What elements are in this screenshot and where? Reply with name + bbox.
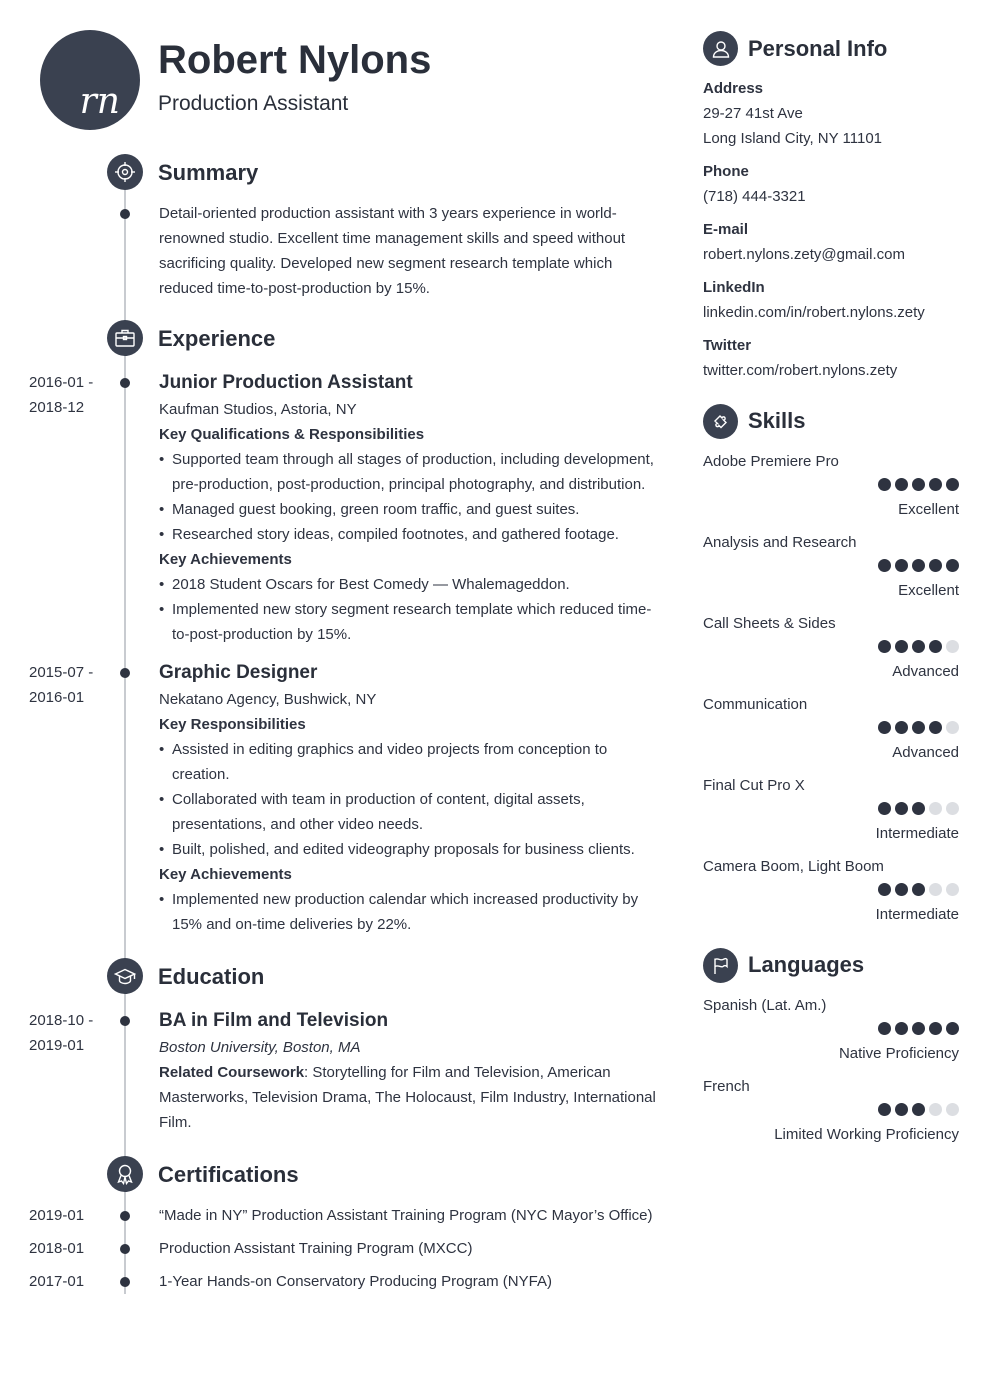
list-item: • Built, polished, and edited videography proposals for business clients. — [159, 837, 659, 862]
school-name: Boston University, Boston, MA — [159, 1039, 361, 1056]
rating-dot-filled — [878, 802, 891, 815]
job-date-start: 2015-07 - — [29, 664, 94, 681]
phone-label: Phone — [703, 163, 749, 180]
skill-level: Excellent — [898, 501, 959, 518]
rating-dot-filled — [878, 1022, 891, 1035]
linkedin-value: linkedin.com/in/robert.nylons.zety — [703, 304, 925, 321]
avatar-monogram — [40, 30, 140, 130]
rating-dot-filled — [946, 559, 959, 572]
skill-item — [703, 452, 959, 533]
language-level: Native Proficiency — [838, 1045, 959, 1062]
personal-info-heading: Personal Info — [748, 36, 888, 61]
skill-item — [703, 533, 959, 614]
job-date-start: 2016-01 - — [29, 374, 94, 391]
address-line1: 29-27 41st Ave — [703, 105, 803, 122]
skill-level: Intermediate — [875, 906, 959, 923]
rating-dot-filled — [878, 640, 891, 653]
candidate-name: Robert Nylons — [158, 38, 432, 82]
rating-dot-empty — [946, 640, 959, 653]
rating-dot-empty — [946, 802, 959, 815]
rating-dot-filled — [878, 559, 891, 572]
skill-name: Analysis and Research — [703, 534, 857, 551]
rating-dot-filled — [912, 721, 925, 734]
coursework-label: Related Coursework — [159, 1064, 305, 1081]
language-rating — [878, 1103, 959, 1116]
job-title: Junior Production Assistant — [159, 372, 413, 393]
degree-title: BA in Film and Television — [159, 1010, 389, 1031]
skill-level: Advanced — [892, 744, 959, 761]
list-item: • Assisted in editing graphics and video projects from conception to creation. — [159, 737, 659, 787]
list-item: • Managed guest booking, green room traffic, and guest suites. — [159, 497, 659, 522]
job-dates — [29, 370, 109, 420]
skills-heading: Skills — [748, 408, 806, 433]
timeline-dot — [120, 668, 130, 678]
job-company: Kaufman Studios, Astoria, NY — [159, 401, 357, 418]
language-item — [703, 1077, 959, 1158]
email-value: robert.nylons.zety@gmail.com — [703, 246, 905, 263]
cert-date: 2017-01 — [29, 1273, 85, 1290]
education-date-end: 2019-01 — [29, 1037, 85, 1054]
language-rating — [878, 1022, 959, 1035]
language-level: Limited Working Proficiency — [774, 1126, 959, 1143]
rating-dot-filled — [878, 721, 891, 734]
skill-item — [703, 614, 959, 695]
skill-item — [703, 776, 959, 857]
timeline-dot — [120, 1277, 130, 1287]
rating-dot-filled — [929, 721, 942, 734]
personal-info — [703, 76, 963, 391]
job-company: Nekatano Agency, Bushwick, NY — [159, 691, 377, 708]
rating-dot-filled — [912, 1022, 925, 1035]
skill-rating — [878, 478, 959, 491]
summary-heading: Summary — [158, 160, 259, 185]
rating-dot-filled — [895, 559, 908, 572]
timeline-dot — [120, 1016, 130, 1026]
rating-dot-filled — [895, 802, 908, 815]
cert-name: “Made in NY” Production Assistant Training Program (NYC Mayor’s Office) — [159, 1207, 653, 1224]
rating-dot-filled — [878, 478, 891, 491]
cert-date: 2019-01 — [29, 1207, 85, 1224]
briefcase-icon — [107, 320, 143, 356]
twitter-value: twitter.com/robert.nylons.zety — [703, 362, 898, 379]
user-icon — [703, 31, 738, 66]
rating-dot-filled — [895, 640, 908, 653]
job-entry — [159, 658, 659, 937]
list-item: • Researched story ideas, compiled footnotes, and gathered footage. — [159, 522, 659, 547]
skill-name: Camera Boom, Light Boom — [703, 858, 884, 875]
rating-dot-filled — [895, 478, 908, 491]
skill-level: Intermediate — [875, 825, 959, 842]
language-name: Spanish (Lat. Am.) — [703, 997, 827, 1014]
education-date-start: 2018-10 - — [29, 1012, 94, 1029]
list-item: • Supported team through all stages of production, including development, pre-production, post-production, principal photography, and distribution. — [159, 447, 659, 497]
rating-dot-filled — [929, 1022, 942, 1035]
skill-level: Advanced — [892, 663, 959, 680]
job-date-end: 2016-01 — [29, 689, 85, 706]
list-item: • Collaborated with team in production of content, digital assets, presentations, and other video needs. — [159, 787, 659, 837]
rating-dot-filled — [912, 478, 925, 491]
skill-rating — [878, 721, 959, 734]
education-entry — [159, 1006, 659, 1135]
email-label: E-mail — [703, 221, 749, 238]
coursework — [159, 1060, 659, 1135]
rating-dot-filled — [912, 883, 925, 896]
rating-dot-filled — [912, 640, 925, 653]
job-ach-list — [159, 572, 659, 647]
target-icon — [107, 154, 143, 190]
skill-rating — [878, 802, 959, 815]
rating-dot-filled — [929, 559, 942, 572]
skill-item — [703, 695, 959, 776]
address-label: Address — [703, 80, 764, 97]
rating-dot-filled — [912, 559, 925, 572]
twitter-label: Twitter — [703, 337, 752, 354]
rating-dot-filled — [946, 1022, 959, 1035]
skill-level: Excellent — [898, 582, 959, 599]
rating-dot-empty — [929, 802, 942, 815]
rating-dot-filled — [895, 883, 908, 896]
skill-name: Adobe Premiere Pro — [703, 453, 839, 470]
skill-item — [703, 857, 959, 938]
rating-dot-filled — [929, 640, 942, 653]
cert-date: 2018-01 — [29, 1240, 85, 1257]
avatar-initials: rn — [79, 81, 120, 122]
job-resp-list — [159, 447, 659, 547]
graduation-cap-icon — [107, 958, 143, 994]
rating-dot-filled — [912, 802, 925, 815]
rating-dot-empty — [946, 721, 959, 734]
job-ach-heading: Key Achievements — [159, 551, 292, 568]
rating-dot-filled — [878, 883, 891, 896]
skill-rating — [878, 883, 959, 896]
timeline-dot — [120, 209, 130, 219]
skill-name: Communication — [703, 696, 808, 713]
flag-icon — [703, 948, 738, 983]
job-resp-heading: Key Qualifications & Responsibilities — [159, 426, 425, 443]
cert-name: Production Assistant Training Program (MXCC) — [159, 1240, 473, 1257]
rating-dot-empty — [946, 883, 959, 896]
phone-value: (718) 444-3321 — [703, 188, 806, 205]
certifications-heading: Certifications — [158, 1162, 299, 1187]
rating-dot-filled — [895, 721, 908, 734]
skill-rating — [878, 559, 959, 572]
rating-dot-filled — [878, 1103, 891, 1116]
rating-dot-filled — [912, 1103, 925, 1116]
skill-name: Final Cut Pro X — [703, 777, 805, 794]
skill-rating — [878, 640, 959, 653]
list-item: • 2018 Student Oscars for Best Comedy — Whalemageddon. — [159, 572, 659, 597]
education-heading: Education — [158, 964, 265, 989]
rating-dot-empty — [946, 1103, 959, 1116]
experience-heading: Experience — [158, 326, 276, 351]
timeline-dot — [120, 1211, 130, 1221]
job-title: Graphic Designer — [159, 662, 318, 683]
linkedin-label: LinkedIn — [703, 279, 765, 296]
cert-name: 1-Year Hands-on Conservatory Producing Program (NYFA) — [159, 1273, 552, 1290]
rating-dot-filled — [895, 1103, 908, 1116]
job-resp-heading: Key Responsibilities — [159, 716, 306, 733]
language-name: French — [703, 1078, 750, 1095]
job-resp-list — [159, 737, 659, 862]
list-item: • Implemented new story segment research template which reduced time-to-post-production by 15%. — [159, 597, 659, 647]
education-dates — [29, 1008, 109, 1058]
timeline-dot — [120, 378, 130, 388]
candidate-title: Production Assistant — [158, 92, 349, 115]
rating-dot-empty — [929, 883, 942, 896]
job-entry — [159, 368, 659, 647]
award-ribbon-icon — [107, 1156, 143, 1192]
job-date-end: 2018-12 — [29, 399, 85, 416]
job-ach-heading: Key Achievements — [159, 866, 292, 883]
list-item: • Implemented new production calendar which increased productivity by 15% and on-time deliveries by 22%. — [159, 887, 659, 937]
summary-text: Detail-oriented production assistant with 3 years experience in world-renowned studio. Excellent time management skills and speed without sacrificing quality. Developed new segment research template which reduced time-to-post-production by 15%. — [159, 205, 626, 297]
address-line2: Long Island City, NY 11101 — [703, 130, 883, 147]
rating-dot-empty — [929, 1103, 942, 1116]
language-item — [703, 996, 959, 1077]
rating-dot-filled — [895, 1022, 908, 1035]
timeline-dot — [120, 1244, 130, 1254]
job-ach-list — [159, 887, 659, 937]
puzzle-icon — [703, 404, 738, 439]
job-dates — [29, 660, 109, 710]
rating-dot-filled — [946, 478, 959, 491]
rating-dot-filled — [929, 478, 942, 491]
coursework-text: : Storytelling for Film and Television, American Masterworks, Television Drama, The Holocaust, Film Industry, International Film. — [159, 1064, 656, 1131]
languages-heading: Languages — [748, 952, 865, 977]
skill-name: Call Sheets & Sides — [703, 615, 836, 632]
